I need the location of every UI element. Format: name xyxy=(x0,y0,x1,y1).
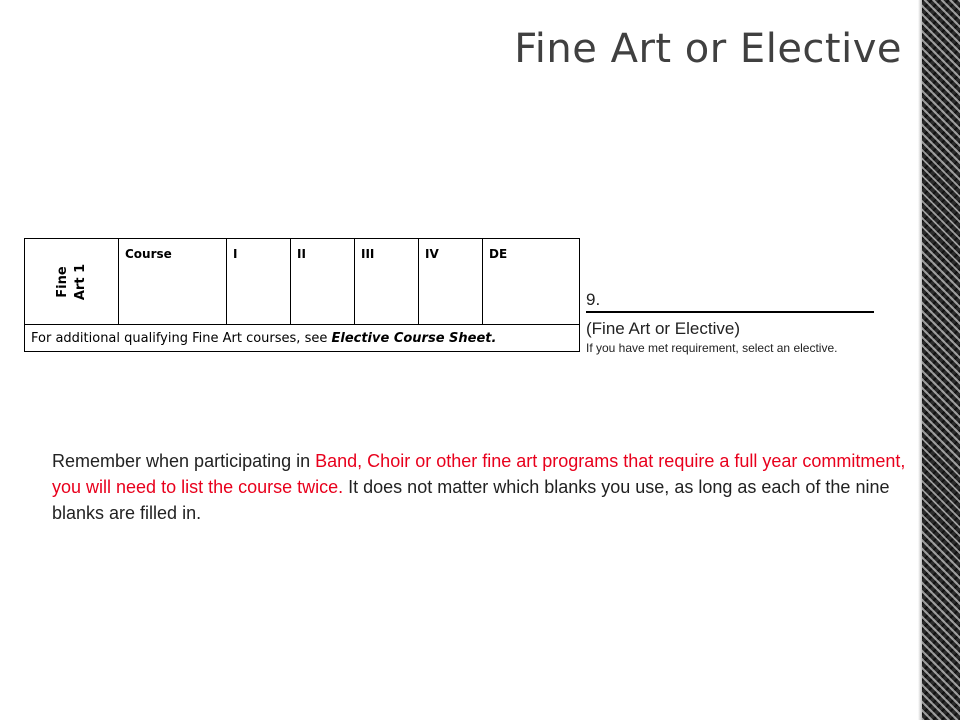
header-level-ii: II xyxy=(291,239,355,325)
blank-number: 9. xyxy=(586,290,601,309)
blank-hint: If you have met requirement, select an elective. xyxy=(586,341,838,355)
additional-courses-note xyxy=(25,325,580,352)
blank-nine-block xyxy=(586,290,876,355)
decorative-side-pattern xyxy=(922,0,960,720)
course-header-row xyxy=(25,239,580,325)
remember-text-end: It does not matter which blanks you use, as long as each of the nine blanks are filled in. xyxy=(52,477,890,523)
note-text: For additional qualifying Fine Art courses, see xyxy=(31,331,332,346)
row-label-line-1: Fine xyxy=(55,266,70,298)
fine-art-row-label xyxy=(54,264,90,300)
remember-text-start: Remember when participating in xyxy=(52,451,316,471)
fine-art-row-label-cell xyxy=(25,239,119,325)
header-level-i: I xyxy=(227,239,291,325)
note-row xyxy=(25,325,580,352)
header-level-iii: III xyxy=(355,239,419,325)
remember-highlight: Band, Choir or other fine art programs that require a full year commitment, you will need to list the course twice. xyxy=(52,451,906,497)
blank-nine-line[interactable] xyxy=(586,290,874,313)
header-de: DE xyxy=(483,239,580,325)
header-level-iv: IV xyxy=(419,239,483,325)
header-course: Course xyxy=(119,239,227,325)
slide-title: Fine Art or Elective xyxy=(514,26,902,72)
row-label-line-2: Art 1 xyxy=(73,263,88,301)
remember-paragraph xyxy=(52,448,922,526)
blank-label: (Fine Art or Elective) xyxy=(586,319,740,338)
fine-art-requirement-table xyxy=(24,238,580,352)
elective-course-sheet-reference: Elective Course Sheet. xyxy=(331,331,497,346)
